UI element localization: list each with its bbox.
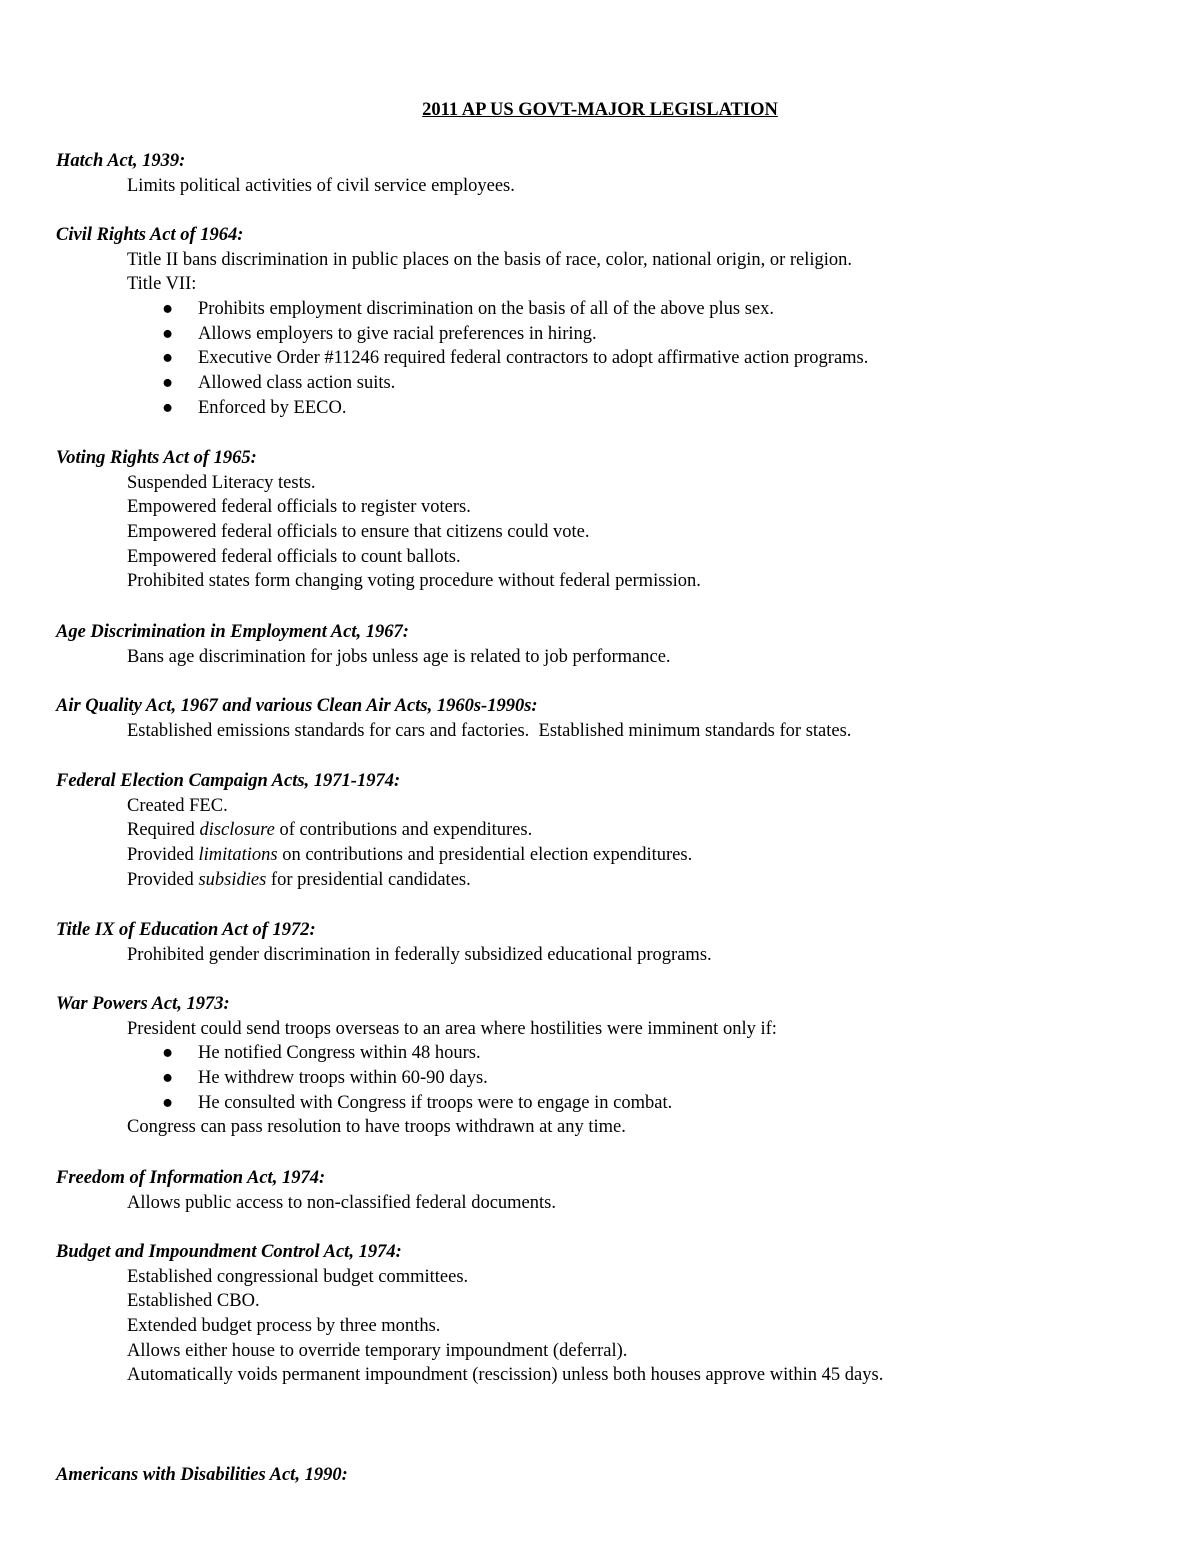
section-voting-rights-act xyxy=(56,446,1156,594)
section-civil-rights-act xyxy=(56,223,1156,421)
section-line: Limits political activities of civil service employees. xyxy=(127,175,515,196)
section-heading: Age Discrimination in Employment Act, 1967: xyxy=(56,622,409,642)
section-heading: Budget and Impoundment Control Act, 1974: xyxy=(56,1242,402,1262)
section-heading: Air Quality Act, 1967 and various Clean Air Acts, 1960s-1990s: xyxy=(56,696,538,716)
section-line: Title II bans discrimination in public places on the basis of race, color, national origin, or religion. xyxy=(127,249,853,270)
section-line: Established congressional budget committees. xyxy=(127,1266,469,1287)
bullet-item: ● Prohibits employment discrimination on the basis of all of the above plus sex. xyxy=(56,297,1156,322)
bullet-icon: ● xyxy=(162,299,174,320)
section-line: Empowered federal officials to count ballots. xyxy=(127,546,461,567)
section-heading: Hatch Act, 1939: xyxy=(56,151,186,171)
section-freedom-of-information-act xyxy=(56,1166,1156,1215)
bullet-item: ● He notified Congress within 48 hours. xyxy=(56,1041,1156,1066)
section-heading: Voting Rights Act of 1965: xyxy=(56,448,257,468)
section-line: Bans age discrimination for jobs unless age is related to job performance. xyxy=(127,646,671,667)
bullet-icon: ● xyxy=(162,373,174,394)
section-air-quality-act xyxy=(56,694,1156,743)
bullet-item: ● Enforced by EECO. xyxy=(56,396,1156,421)
section-heading: Federal Election Campaign Acts, 1971-1974: xyxy=(56,771,401,791)
section-line: Automatically voids permanent impoundment (rescission) unless both houses approve within 45 days. xyxy=(127,1365,884,1386)
section-heading: Freedom of Information Act, 1974: xyxy=(56,1168,326,1188)
section-line: Congress can pass resolution to have troops withdrawn at any time. xyxy=(127,1117,626,1138)
section-line: Established CBO. xyxy=(127,1291,260,1312)
bullet-item: ● He consulted with Congress if troops were to engage in combat. xyxy=(56,1091,1156,1116)
section-line: Established emissions standards for cars and factories. Established minimum standards for states. xyxy=(127,720,852,741)
bullet-icon: ● xyxy=(162,397,174,418)
section-americans-with-disabilities-act xyxy=(56,1463,1156,1488)
section-budget-impoundment-act xyxy=(56,1240,1156,1388)
section-line: Empowered federal officials to ensure that citizens could vote. xyxy=(127,522,590,543)
section-line: President could send troops overseas to an area where hostilities were imminent only if: xyxy=(127,1018,777,1039)
bullet-item: ● Allowed class action suits. xyxy=(56,371,1156,396)
section-title-ix xyxy=(56,918,1156,967)
section-line: Prohibited states form changing voting procedure without federal permission. xyxy=(127,571,701,592)
section-heading: War Powers Act, 1973: xyxy=(56,994,230,1014)
section-federal-election-campaign-acts xyxy=(56,769,1156,892)
bullet-item: ● Allows employers to give racial preferences in hiring. xyxy=(56,322,1156,347)
bullet-icon: ● xyxy=(162,1043,174,1064)
section-line: Extended budget process by three months. xyxy=(127,1316,441,1337)
section-line: Prohibited gender discrimination in federally subsidized educational programs. xyxy=(127,944,712,965)
bullet-icon: ● xyxy=(162,323,174,344)
bullet-icon: ● xyxy=(162,348,174,369)
section-heading: Civil Rights Act of 1964: xyxy=(56,225,244,245)
bullet-item: ● Executive Order #11246 required federal contractors to adopt affirmative action programs. xyxy=(56,346,1156,371)
section-age-discrimination-act xyxy=(56,620,1156,669)
section-line: Provided subsidies for presidential candidates. xyxy=(127,869,471,890)
section-line: Required disclosure of contributions and expenditures. xyxy=(127,820,533,841)
section-war-powers-act xyxy=(56,992,1156,1140)
bullet-item: ● He withdrew troops within 60-90 days. xyxy=(56,1066,1156,1091)
section-line: Provided limitations on contributions and presidential election expenditures. xyxy=(127,845,693,866)
section-line: Suspended Literacy tests. xyxy=(127,472,316,493)
bullet-icon: ● xyxy=(162,1068,174,1089)
section-heading: Title IX of Education Act of 1972: xyxy=(56,920,316,940)
section-heading: Americans with Disabilities Act, 1990: xyxy=(56,1465,348,1485)
section-hatch-act xyxy=(56,149,1156,198)
section-line: Created FEC. xyxy=(127,795,228,816)
bullet-icon: ● xyxy=(162,1092,174,1113)
section-line: Allows public access to non-classified federal documents. xyxy=(127,1192,556,1213)
page-title: 2011 AP US GOVT-MAJOR LEGISLATION xyxy=(422,100,778,120)
section-line: Title VII: xyxy=(127,274,197,295)
section-line: Allows either house to override temporary impoundment (deferral). xyxy=(127,1340,628,1361)
section-line: Empowered federal officials to register voters. xyxy=(127,497,471,518)
